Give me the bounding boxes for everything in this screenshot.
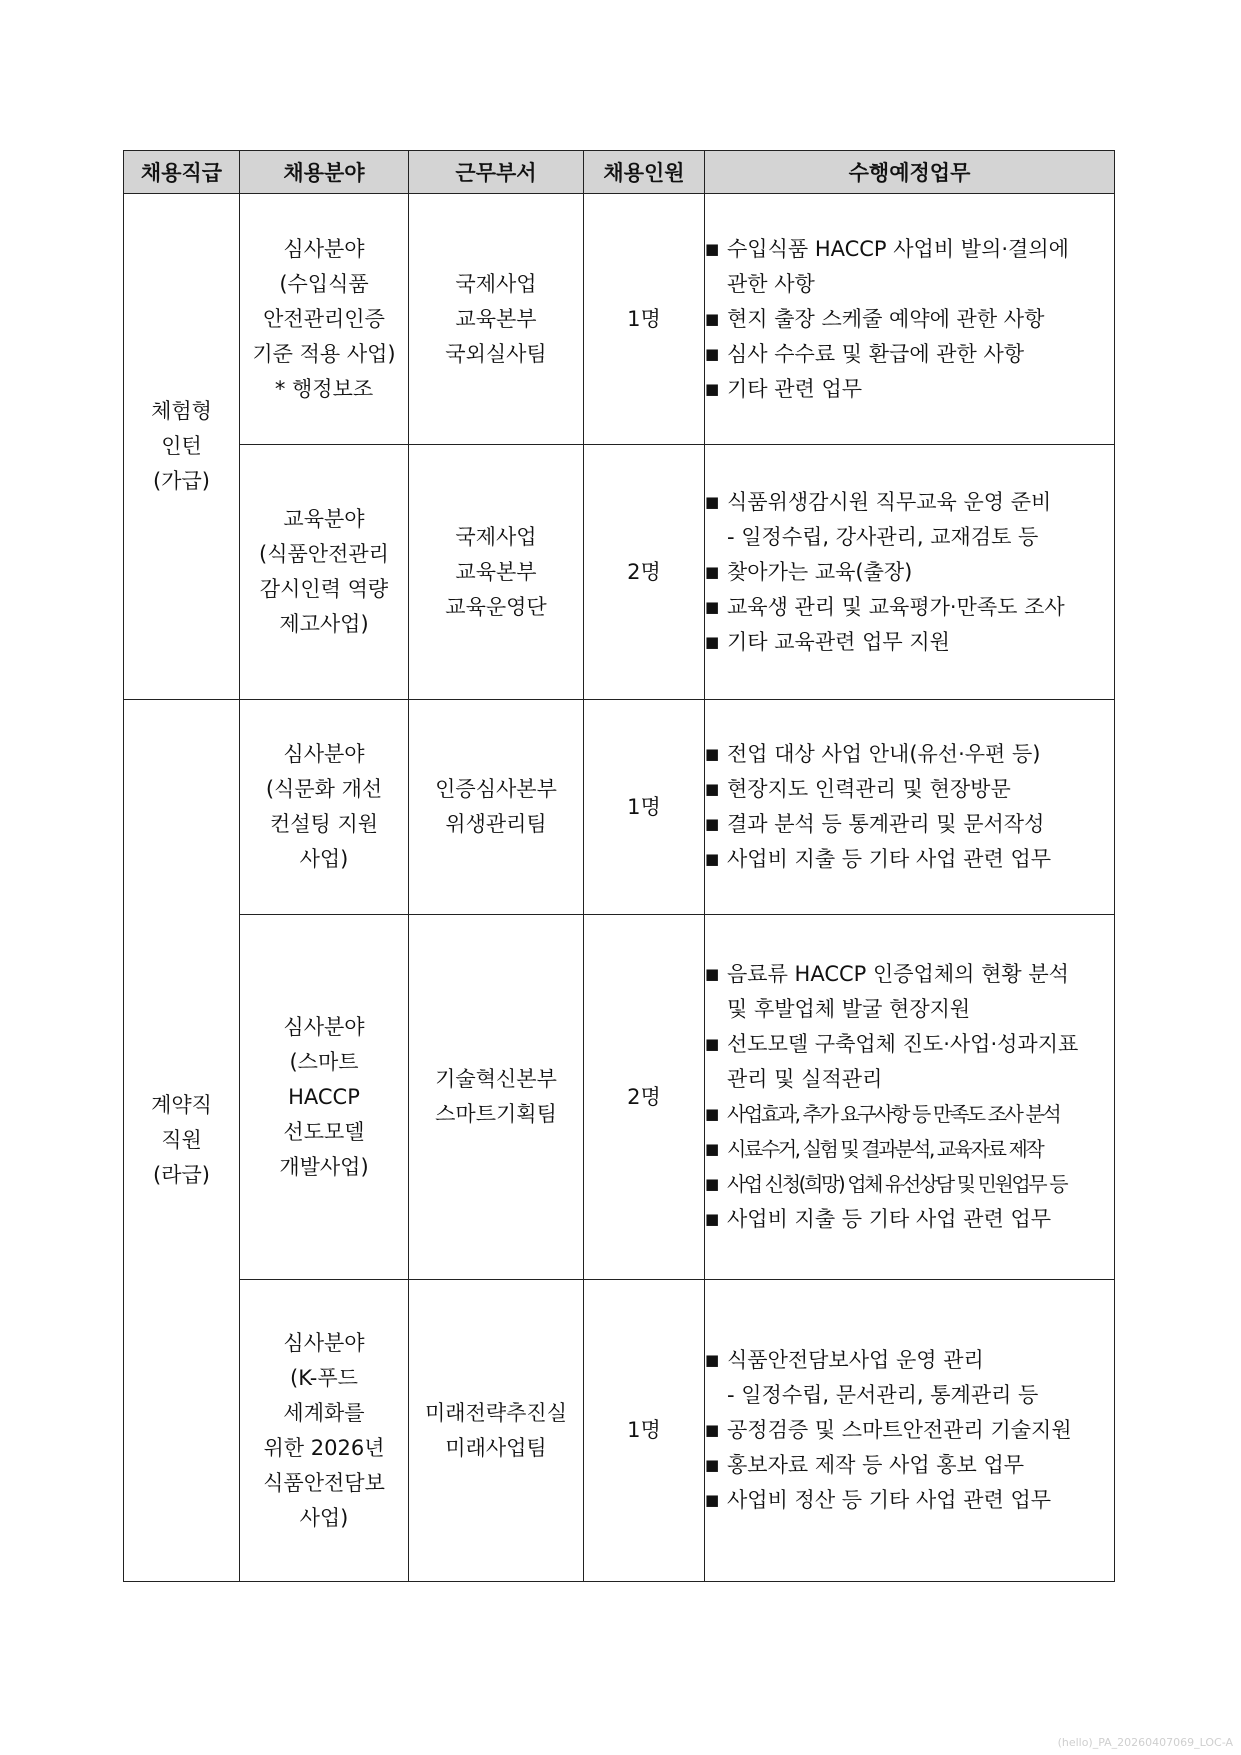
headcount-cell: 1명: [584, 700, 705, 915]
bullet-icon: ■: [705, 1210, 720, 1228]
table-row: [124, 915, 1115, 1280]
department-cell: [409, 915, 584, 1280]
grade-line: 계약직: [151, 1093, 212, 1117]
duty-item: ■ 현지 출장 스케줄 예약에 관한 사항: [705, 302, 1114, 337]
department-line: 미래사업팀: [445, 1435, 547, 1460]
grade-line: 인턴: [161, 434, 202, 458]
table-row: [124, 1280, 1115, 1582]
duty-item: ■ 홍보자료 제작 등 사업 홍보 업무: [705, 1448, 1114, 1483]
department-cell: [409, 700, 584, 915]
department-line: 국외실사팀: [445, 341, 547, 366]
department-line: 교육운영단: [445, 594, 547, 619]
headcount-cell: 1명: [584, 194, 705, 445]
grade-cell: [124, 194, 240, 700]
table-row: [124, 445, 1115, 700]
field-line: HACCP: [288, 1084, 360, 1109]
duty-item: ■ 기타 교육관련 업무 지원: [705, 625, 1114, 660]
grade-cell: [124, 700, 240, 1582]
duty-item: ■ 공정검증 및 스마트안전관리 기술지원: [705, 1413, 1114, 1448]
field-line: 선도모델: [283, 1119, 365, 1144]
grade-line: (라급): [153, 1163, 210, 1187]
duty-item-continuation: - 일정수립, 강사관리, 교재검토 등: [727, 524, 1039, 549]
department-line: 인증심사본부: [435, 777, 557, 801]
duty-item: ■ 전업 대상 사업 안내(유선·우편 등): [705, 737, 1114, 772]
bullet-icon: ■: [705, 1456, 720, 1474]
bullet-icon: ■: [705, 1140, 717, 1158]
field-line: 심사분야: [283, 1014, 365, 1039]
field-line: 기준 적용 사업): [252, 341, 396, 366]
field-line: 식품안전담보: [263, 1470, 385, 1495]
bullet-icon: ■: [705, 815, 720, 833]
field-line: (수입식품: [279, 271, 369, 296]
duty-item: ■ 선도모델 구축업체 진도·사업·성과지표: [705, 1027, 1114, 1062]
field-line: 사업): [299, 847, 349, 871]
duty-item: ■ 기타 관련 업무: [705, 372, 1114, 407]
table-row: [124, 194, 1115, 445]
field-cell: [240, 194, 409, 445]
duty-item: ■ 식품안전담보사업 운영 관리: [705, 1343, 1114, 1378]
bullet-icon: ■: [705, 1105, 717, 1123]
field-line: 감시인력 역량: [259, 577, 389, 601]
bullet-icon: ■: [705, 309, 720, 328]
duty-item: ■ 교육생 관리 및 교육평가·만족도 조사: [705, 590, 1114, 625]
field-line: 개발사업): [279, 1154, 369, 1179]
department-cell: [409, 1280, 584, 1582]
duty-item: ■ 현장지도 인력관리 및 현장방문: [705, 772, 1114, 807]
duty-item-continuation: - 일정수립, 문서관리, 통계관리 등: [727, 1383, 1039, 1407]
field-line: 사업): [299, 1505, 349, 1530]
bullet-icon: ■: [705, 1175, 717, 1193]
field-line: (식문화 개선: [265, 777, 383, 801]
department-line: 국제사업: [455, 271, 537, 296]
bullet-icon: ■: [705, 562, 720, 581]
header-duties: 수행예정업무: [705, 151, 1115, 194]
duties-cell: [705, 445, 1115, 700]
duty-item-continuation: 관한 사항: [727, 271, 815, 296]
duty-item: ■ 사업효과, 추가 요구사항 등 만족도 조사 분석: [705, 1097, 1114, 1132]
watermark-text: (hello)_PA_20260407069_LOC-A: [1057, 1736, 1233, 1749]
duty-item: ■ 사업 신청(희망) 업체 유선상담 및 민원업무 등: [705, 1167, 1114, 1202]
recruitment-table: [123, 150, 1115, 1582]
duty-item: ■ 찾아가는 교육(출장): [705, 555, 1114, 590]
field-line: 심사분야: [283, 742, 365, 766]
bullet-icon: ■: [705, 780, 720, 798]
bullet-icon: ■: [705, 1491, 720, 1509]
headcount-cell: 1명: [584, 1280, 705, 1582]
grade-line: (가급): [153, 469, 210, 493]
department-cell: [409, 445, 584, 700]
bullet-icon: ■: [705, 1421, 720, 1439]
duty-item-continuation: 및 후발업체 발굴 현장지원: [727, 997, 971, 1021]
header-headcount: 채용인원: [584, 151, 705, 194]
field-line: 심사분야: [283, 236, 365, 261]
field-cell: [240, 1280, 409, 1582]
bullet-icon: ■: [705, 492, 720, 511]
duty-item: ■ 시료수거, 실험 및 결과분석, 교육자료 제작: [705, 1132, 1114, 1167]
department-line: 교육본부: [455, 306, 537, 331]
field-cell: [240, 700, 409, 915]
department-line: 미래전략추진실: [424, 1400, 567, 1425]
field-line: 세계화를: [283, 1400, 365, 1425]
bullet-icon: ■: [705, 1035, 720, 1053]
grade-line: 직원: [161, 1128, 202, 1152]
duty-item: ■ 사업비 지출 등 기타 사업 관련 업무: [705, 842, 1114, 877]
department-line: 위생관리팀: [445, 812, 547, 836]
field-line: 제고사업): [279, 612, 369, 636]
bullet-icon: ■: [705, 632, 720, 651]
department-line: 국제사업: [455, 524, 537, 549]
duty-item: ■ 사업비 지출 등 기타 사업 관련 업무: [705, 1202, 1114, 1237]
bullet-icon: ■: [705, 745, 720, 763]
duty-item: ■ 사업비 정산 등 기타 사업 관련 업무: [705, 1483, 1114, 1518]
bullet-icon: ■: [705, 379, 720, 398]
department-line: 교육본부: [455, 559, 537, 584]
duties-cell: [705, 700, 1115, 915]
bullet-icon: ■: [705, 239, 720, 258]
duties-cell: [705, 194, 1115, 445]
field-line: (스마트: [289, 1049, 359, 1074]
field-line: 안전관리인증: [263, 306, 385, 331]
field-line: 심사분야: [283, 1330, 365, 1355]
bullet-icon: ■: [705, 597, 720, 616]
field-line: (K-푸드: [290, 1365, 358, 1390]
headcount-cell: 2명: [584, 915, 705, 1280]
duty-item: ■ 심사 수수료 및 환급에 관한 사항: [705, 337, 1114, 372]
duty-item: ■ 수입식품 HACCP 사업비 발의·결의에: [705, 232, 1114, 267]
department-line: 기술혁신본부: [435, 1067, 557, 1091]
bullet-icon: ■: [705, 1351, 720, 1369]
header-grade: 채용직급: [124, 151, 240, 194]
grade-line: 체험형: [151, 399, 212, 423]
field-line: * 행정보조: [274, 376, 374, 401]
bullet-icon: ■: [705, 850, 720, 868]
field-cell: [240, 445, 409, 700]
table-row: [124, 700, 1115, 915]
bullet-icon: ■: [705, 344, 720, 363]
duty-item: ■ 결과 분석 등 통계관리 및 문서작성: [705, 807, 1114, 842]
header-row: [124, 151, 1115, 194]
duty-item: ■ 식품위생감시원 직무교육 운영 준비: [705, 485, 1114, 520]
header-field: 채용분야: [240, 151, 409, 194]
field-line: 교육분야: [283, 507, 365, 531]
field-line: (식품안전관리: [259, 542, 389, 566]
header-department: 근무부서: [409, 151, 584, 194]
field-cell: [240, 915, 409, 1280]
department-line: 스마트기획팀: [435, 1102, 557, 1126]
duties-cell: [705, 915, 1115, 1280]
bullet-icon: ■: [705, 965, 720, 983]
duty-item: ■ 음료류 HACCP 인증업체의 현황 분석: [705, 957, 1114, 992]
field-line: 위한 2026년: [263, 1435, 385, 1460]
headcount-cell: 2명: [584, 445, 705, 700]
department-cell: [409, 194, 584, 445]
field-line: 컨설팅 지원: [269, 812, 379, 836]
duties-cell: [705, 1280, 1115, 1582]
duty-item-continuation: 관리 및 실적관리: [727, 1067, 883, 1091]
